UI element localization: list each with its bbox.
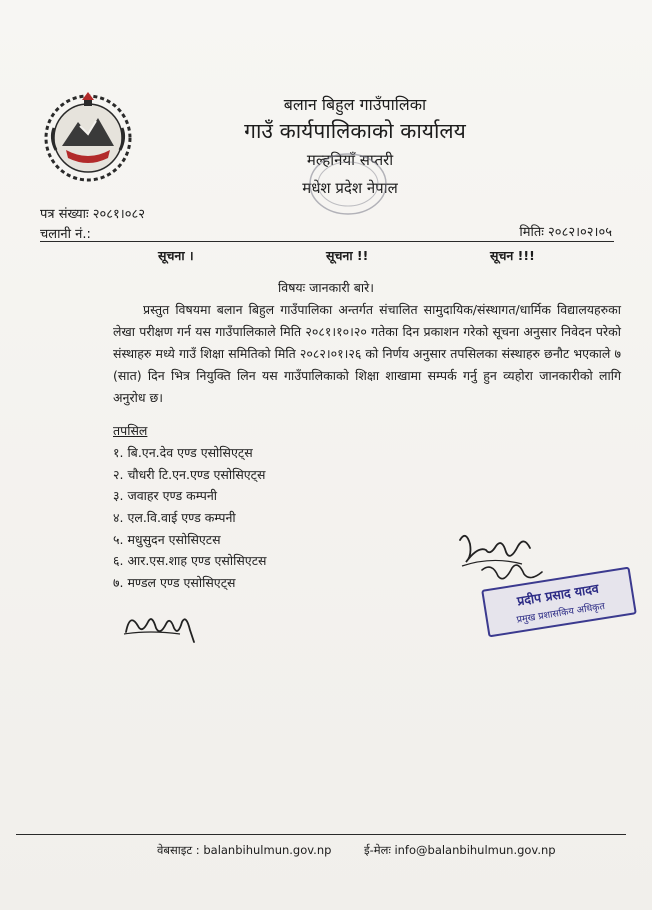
office-seal: [298, 140, 398, 220]
notice-label-2: सूचना !!: [326, 248, 369, 263]
list-item: ३. जवाहर एण्ड कम्पनी: [113, 488, 218, 504]
letter-subject: विषयः जानकारी बारे।: [278, 280, 374, 295]
header-divider: [40, 241, 614, 242]
officer-title: प्रमुख प्रशासकिय अधिकृत: [515, 600, 606, 626]
office-province: मधेश प्रदेश नेपाल: [302, 179, 398, 197]
letter-body-text: प्रस्तुत विषयमा बलान बिहुल गाउँपालिका अन्तर्गत संचालित सामुदायिक/संस्थागत/धार्मिक विद्यालयहरुका लेखा परीक्षण गर्न यस गाउँपालिकाले मिति २०८१।१०।२० गतेका दिन प्रकाशन गरेको सूचना अनुसार निवेदन परेको संस्थाहरु मध्ये गाउँ शिक्षा समितिको मिति २०८२।०१।२६ को निर्णय अनुसार तपसिलका संस्थाहरु छनौट भएकाले ७ (सात) दिन भित्र नियुक्ति लिन यस गाउँपालिकाको शिक्षा शाखामा सम्पर्क गर्नु हुन व्यहोरा जानकारीको लागि अनुरोध छ।: [113, 302, 621, 405]
footer-website: वेबसाइट : balanbihulmun.gov.np: [157, 843, 332, 857]
footer-divider: [16, 834, 626, 835]
office-location: मल्हनियाँ सप्तरी: [306, 151, 394, 169]
list-item: ६. आर.एस.शाह एण्ड एसोसिएटस: [113, 553, 267, 569]
officer-name: प्रदीप प्रसाद यादव: [516, 580, 600, 609]
letter-body: [113, 299, 621, 409]
dispatch-number: चलानी नं.:: [40, 227, 91, 242]
signature-left: [120, 600, 206, 648]
footer-email: ई-मेलः info@balanbihulmun.gov.np: [364, 843, 556, 857]
office-name: गाउँ कार्यपालिकाको कार्यालय: [244, 119, 466, 143]
annex-title: तपसिल: [113, 423, 148, 438]
notice-label-1: सूचना ।: [158, 248, 194, 263]
list-item: ४. एल.वि.वाई एण्ड कम्पनी: [113, 510, 236, 526]
municipality-name: बलान बिहुल गाउँपालिका: [283, 95, 427, 114]
list-item: २. चौधरी टि.एन.एण्ड एसोसिएट्स: [113, 466, 266, 482]
list-item: ७. मण्डल एण्ड एसोसिएट्स: [113, 575, 236, 591]
letter-number: पत्र संख्याः २०८१।०८२: [40, 207, 145, 222]
list-item: १. बि.एन.देव एण्ड एसोसिएट्स: [113, 445, 253, 460]
letter-date: मितिः २०८२।०२।०५: [519, 225, 612, 240]
notice-label-3: सूचन !!!: [490, 248, 535, 263]
list-item: ५. मधुसुदन एसोसिएटस: [113, 531, 221, 547]
firm-list: [113, 442, 266, 594]
